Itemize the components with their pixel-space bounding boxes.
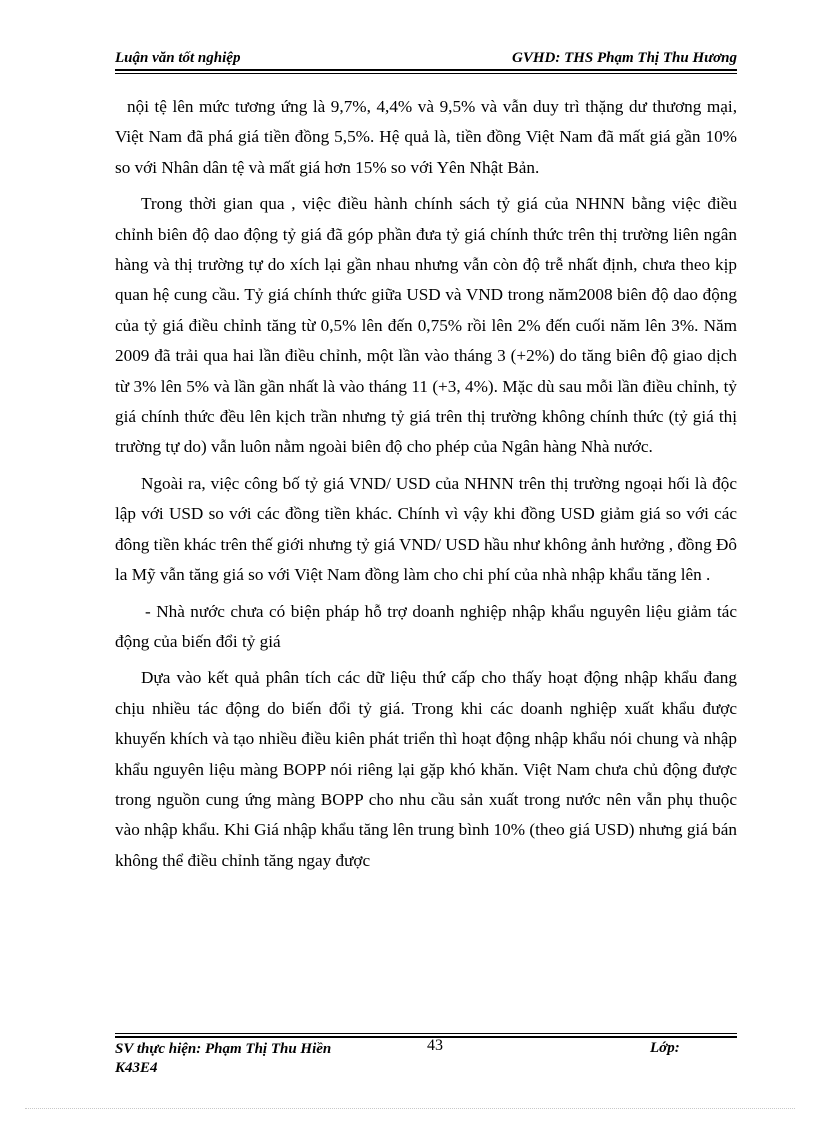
body-text <box>115 92 737 882</box>
header-divider <box>115 69 737 71</box>
paragraph-vnd-usd-announcement: Ngoài ra, việc công bố tỷ giá VND/ USD của NHNN trên thị trường ngoại hối là độc lập với USD so với các đồng tiền khác. Chính vì vậy khi đồng USD giảm giá so với các đông tiền khác trên thế giới nhưng tỷ giá VND/ USD hầu như không ảnh hưởng , đồng Đô la Mỹ vẫn tăng giá so với Việt Nam đồng làm cho chi phí của nhà nhập khẩu tăng lên . <box>115 473 737 585</box>
paragraph-import-analysis: Dựa vào kết quả phân tích các dữ liệu thứ cấp cho thấy hoạt động nhập khẩu đang chịu nhiều tác động do biến đổi tỷ giá. Trong khi các doanh nghiệp xuất khẩu được khuyến khích và tạo nhiều điều kiên phát triển thì hoạt động nhập khẩu nói chung và nhập khẩu nguyên liệu màng BOPP nói riêng lại gặp khó khăn. Việt Nam chưa chủ động được trong nguồn cung ứng màng BOPP cho nhu cầu sản xuất trong nước nên vẫn phụ thuộc vào nhập khẩu. Khi Giá nhập khẩu tăng lên trung bình 10% (theo giá USD) nhưng giá bán không thể điều chỉnh tăng ngay được <box>115 668 737 870</box>
page-bottom-dotted-line <box>25 1108 795 1109</box>
advisor-label: GVHD: THS Phạm Thị Thu Hương <box>512 50 737 66</box>
student-name: SV thực hiện: Phạm Thị Thu Hiền <box>115 1041 332 1057</box>
page-header <box>115 50 737 70</box>
thesis-label: Luận văn tốt nghiệp <box>115 50 241 66</box>
header-divider-thin <box>115 73 737 74</box>
paragraph-bullet-no-support: - Nhà nước chưa có biện pháp hỗ trợ doanh nghiệp nhập khẩu nguyên liệu giảm tác động của biến đổi tỷ giá <box>115 601 737 651</box>
footer-divider <box>115 1036 737 1038</box>
class-label: Lớp: <box>650 1040 680 1056</box>
page-number: 43 <box>427 1037 443 1054</box>
page-footer <box>115 1037 737 1080</box>
student-class-code: K43E4 <box>115 1060 158 1076</box>
paragraph-exchange-rate-policy: Trong thời gian qua , việc điều hành chính sách tỷ giá của NHNN bằng việc điều chỉnh biên độ dao động tỷ giá đã góp phần đưa tỷ giá chính thức trên thị trường liên ngân hàng và thị trường tự do xích lại gần nhau nhưng vẫn còn độ trễ nhất định, chưa theo kịp quan hệ cung cầu. Tỷ giá chính thức giữa USD và VND trong năm2008 biên độ dao động của tỷ giá điều chỉnh tăng từ 0,5% lên đến 0,75% rồi lên 2% đến cuối năm lên 3%. Năm 2009 đã trải qua hai lần điều chỉnh, một lần vào tháng 3 (+2%) do tăng biên độ giao dịch từ 3% lên 5% và lần gần nhất là vào tháng 11 (+3, 4%). Mặc dù sau mỗi lần điều chỉnh, tỷ giá chính thức đều lên kịch trần nhưng tỷ giá trên thị trường không chính thức (tỷ giá thị trường tự do) vẫn luôn nằm ngoài biên độ cho phép của Ngân hàng Nhà nước. <box>115 194 737 457</box>
footer-divider-thin <box>115 1033 737 1034</box>
paragraph-continuation: nội tệ lên mức tương ứng là 9,7%, 4,4% và 9,5% và vẫn duy trì thặng dư thương mại, Việt Nam đã phá giá tiền đồng 5,5%. Hệ quả là, tiền đồng Việt Nam đã mất giá gần 10% so với Nhân dân tệ và mất giá hơn 15% so với Yên Nhật Bản. <box>115 97 737 177</box>
student-info <box>115 1040 331 1078</box>
